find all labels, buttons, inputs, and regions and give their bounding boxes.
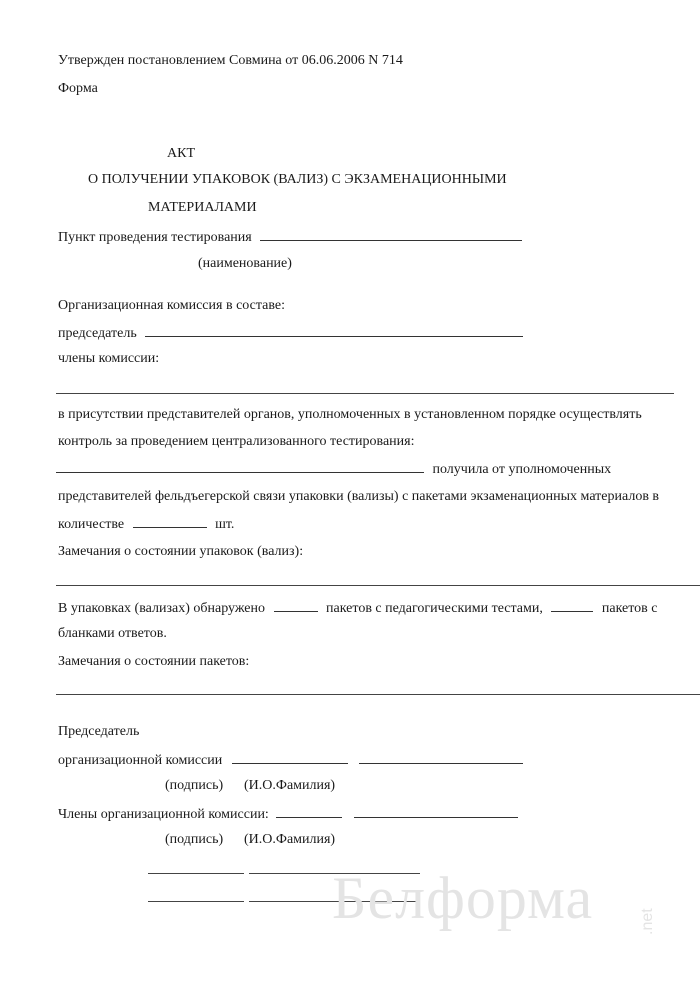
document-title: АКТ (167, 146, 195, 161)
tests-count-field[interactable] (274, 600, 318, 612)
answer-forms-text: бланками ответов. (58, 626, 167, 641)
watermark-tld: .net (639, 908, 656, 935)
package-remarks-label: Замечания о состоянии упаковок (вализ): (58, 544, 304, 559)
testing-point-row (58, 229, 522, 246)
chairman-sign-label1: Председатель (58, 724, 140, 739)
authorities-field[interactable] (56, 461, 424, 473)
member2-signature-line[interactable] (148, 873, 244, 874)
members-sign-row (58, 806, 518, 823)
quantity-unit: шт. (215, 517, 235, 532)
courier-text: представителей фельдъегерской связи упаковки (вализы) с пакетами экзаменационных материалов в (58, 489, 660, 504)
signature-hint-2: (подпись) (165, 832, 224, 847)
chairman-label: председатель (58, 326, 137, 341)
answer-forms-count-field[interactable] (551, 600, 593, 612)
members-label: члены комиссии: (58, 351, 160, 366)
chairman-field[interactable] (145, 325, 523, 337)
chairman-name-field[interactable] (359, 752, 523, 764)
presence-text-line1: в присутствии представителей органов, уполномоченных в установленном порядке осуществлять (58, 407, 642, 422)
found-prefix: В упаковках (вализах) обнаружено (58, 601, 266, 616)
found-middle: пакетов с педагогическими тестами, (326, 601, 543, 616)
form-label: Форма (58, 81, 98, 96)
approval-note: Утвержден постановлением Совмина от 06.06.2006 N 714 (58, 53, 403, 68)
member3-signature-line[interactable] (148, 901, 244, 902)
found-suffix: пакетов с (601, 601, 658, 616)
chairman-sign-label2: организационной комиссии (58, 753, 223, 768)
package-remarks-line[interactable] (56, 585, 700, 586)
name-hint-2: (И.О.Фамилия) (244, 832, 336, 847)
member1-signature-field[interactable] (276, 806, 342, 818)
naming-hint: (наименование) (198, 256, 292, 271)
quantity-row (58, 516, 234, 533)
packet-remarks-label: Замечания о состоянии пакетов: (58, 654, 250, 669)
members-sign-label: Члены организационной комиссии: (58, 807, 269, 822)
packet-remarks-line[interactable] (56, 694, 700, 695)
document-subtitle-line2: МАТЕРИАЛАМИ (148, 200, 257, 215)
members-field-line[interactable] (56, 393, 674, 394)
member1-name-field[interactable] (354, 806, 518, 818)
commission-intro: Организационная комиссия в составе: (58, 298, 285, 313)
testing-point-field[interactable] (260, 229, 522, 241)
quantity-label: количестве (58, 517, 125, 532)
testing-point-label: Пункт проведения тестирования (58, 230, 252, 245)
received-text: получила от уполномоченных (432, 462, 612, 477)
chairman-signature-field[interactable] (232, 752, 348, 764)
name-hint: (И.О.Фамилия) (244, 778, 336, 793)
presence-text-line2: контроль за проведением централизованного тестирования: (58, 434, 415, 449)
document-subtitle-line1: О ПОЛУЧЕНИИ УПАКОВОК (ВАЛИЗ) С ЭКЗАМЕНАЦИОННЫМИ (88, 172, 507, 187)
watermark-brand: Белформа (332, 865, 594, 931)
signature-hint: (подпись) (165, 778, 224, 793)
chairman-row (58, 325, 523, 342)
found-row (58, 600, 658, 617)
received-row (56, 461, 611, 478)
quantity-field[interactable] (133, 516, 207, 528)
chairman-sign-row (58, 752, 523, 769)
